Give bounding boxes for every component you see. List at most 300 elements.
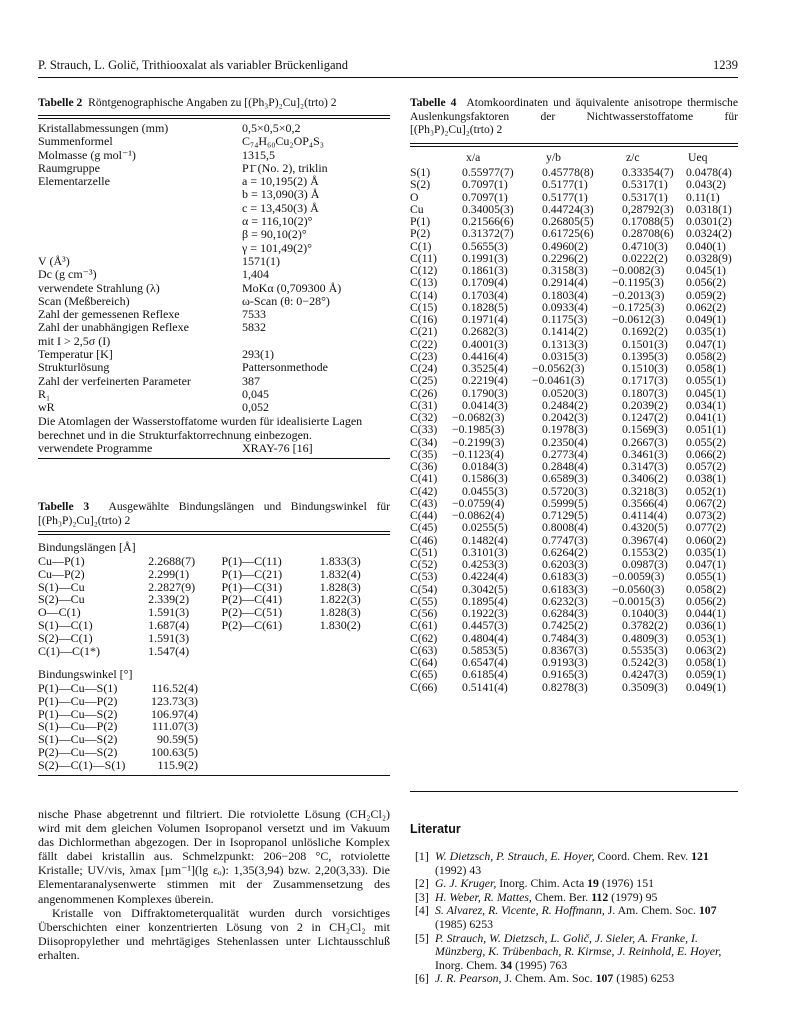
y-coordinate: 0.7747(3)	[542, 533, 588, 547]
bond-name: P(2)—C(61)	[221, 617, 283, 632]
reference-authors: J. R. Pearson,	[435, 971, 502, 986]
bond-name: P(2)—C(51)	[221, 605, 283, 620]
bond-lengths-table	[38, 555, 378, 657]
table2-row	[38, 295, 390, 308]
reference-number: [6]	[415, 971, 429, 986]
z-coordinate: 0.4247(3)	[622, 668, 668, 682]
page-number: 1239	[713, 58, 738, 72]
reference-authors: S. Alvarez, R. Vicente, R. Hoffmann,	[435, 903, 605, 918]
ueq-value: 0.055(1)	[686, 374, 726, 388]
table4-top-rule-2	[410, 146, 738, 147]
angle-name: S(1)—Cu—S(2)	[38, 732, 118, 747]
table4-column-header: z/c	[626, 151, 640, 164]
atom-label: C(61)	[410, 619, 438, 633]
table2-param	[38, 228, 242, 241]
y-coordinate: 0.1313(3)	[542, 337, 588, 351]
atom-label: C(12)	[410, 264, 438, 277]
table4-caption-label: Tabelle 4	[410, 96, 457, 109]
z-coordinate: 0.5242(3)	[622, 656, 668, 669]
table2-row	[38, 149, 390, 162]
ueq-value: 0.056(2)	[686, 276, 726, 290]
atom-label: C(42)	[410, 484, 438, 498]
table4-column-header: y/b	[546, 151, 561, 164]
atom-label: C(65)	[410, 668, 438, 682]
x-coordinate: 0.0455(3)	[462, 484, 508, 498]
table2-value: 5832	[242, 320, 266, 335]
atom-row	[410, 584, 738, 596]
atom-label: C(32)	[410, 411, 438, 424]
reference-volume: 121	[691, 849, 709, 863]
atom-row	[410, 241, 738, 253]
body-text	[38, 807, 390, 962]
y-coordinate: 0.2296(2)	[542, 251, 588, 265]
atom-label: C(33)	[410, 423, 438, 437]
z-coordinate: −0.0560(3)	[612, 582, 665, 596]
ueq-value: 0.044(1)	[686, 607, 726, 620]
atom-label: C(63)	[410, 643, 438, 657]
z-coordinate: 0.3967(4)	[622, 533, 668, 547]
table2-row	[38, 162, 390, 175]
y-coordinate: 0.6183(3)	[542, 582, 588, 596]
table2-row	[38, 255, 390, 268]
x-coordinate: −0.0759(4)	[452, 496, 505, 510]
table2-row	[38, 335, 390, 348]
atom-label: C(36)	[410, 460, 438, 473]
reference-journal: J. Am. Chem. Soc.	[604, 903, 699, 918]
y-coordinate: 0.2350(4)	[542, 435, 588, 449]
ueq-value: 0.043(2)	[686, 178, 726, 192]
atom-label: S(1)	[410, 166, 431, 179]
ueq-value: 0.0318(1)	[686, 202, 732, 216]
table2-caption-text: Röntgenographische Angaben zu [(Ph₃P)₂Cu]₂(trto) 2	[88, 96, 337, 109]
x-coordinate: 0.0414(3)	[462, 398, 508, 412]
z-coordinate: 0.1395(3)	[622, 349, 668, 363]
x-coordinate: 0.3101(3)	[462, 545, 508, 559]
atom-row	[410, 290, 738, 302]
atom-label: P(1)	[410, 215, 431, 228]
reference-item	[415, 904, 738, 931]
bond-name: Cu—P(1)	[38, 554, 85, 568]
z-coordinate: 0.4320(5)	[622, 521, 668, 535]
table2-value: 0,052	[242, 400, 269, 415]
y-coordinate: 0.2848(4)	[542, 460, 588, 473]
table2-programs-row	[38, 442, 390, 456]
bond-length: 1.591(3)	[148, 630, 190, 645]
reference-list	[415, 850, 738, 986]
angle-value: 123.73(3)	[151, 693, 198, 708]
x-coordinate: −0.0682(3)	[452, 411, 505, 424]
table2-row	[38, 188, 390, 201]
y-coordinate: 0.6284(3)	[542, 607, 588, 620]
lengths-heading: Bindungslängen [Å]	[38, 540, 136, 554]
atom-label: C(23)	[410, 349, 438, 363]
reference-journal: Chem. Ber.	[531, 889, 592, 904]
atom-label: C(56)	[410, 607, 438, 620]
y-coordinate: 0.5720(3)	[542, 484, 588, 498]
ueq-value: 0.0301(2)	[686, 215, 732, 228]
z-coordinate: 0.3782(2)	[622, 619, 668, 633]
y-coordinate: 0.2773(4)	[542, 447, 588, 461]
angle-value: 111.07(3)	[151, 719, 198, 734]
z-coordinate: 0.4710(3)	[622, 239, 668, 253]
table2-row	[38, 321, 390, 334]
bond-angle-row	[38, 759, 198, 772]
table2-param: Elementarzelle	[38, 174, 110, 189]
ueq-value: 0.036(1)	[686, 619, 726, 633]
z-coordinate: 0.5535(3)	[622, 643, 668, 657]
atom-label: C(31)	[410, 398, 438, 412]
x-coordinate: 0.34005(3)	[462, 202, 514, 216]
y-coordinate: 0.45778(8)	[542, 166, 594, 179]
table2-row	[38, 202, 390, 215]
programs-label: verwendete Programme	[38, 441, 153, 455]
bond-length: 1.830(2)	[319, 617, 361, 632]
programs-value: XRAY-76 [16]	[242, 441, 313, 455]
bond-length-row	[38, 645, 378, 658]
atom-label: C(25)	[410, 374, 438, 388]
bond-name: P(1)—C(21)	[221, 566, 283, 581]
ueq-value: 0.059(2)	[686, 288, 726, 302]
table4-bottom-rule	[410, 791, 738, 792]
table2-param: V (Å³)	[38, 253, 70, 268]
y-coordinate: 0.8008(4)	[542, 521, 588, 535]
bond-length: 2.339(2)	[148, 592, 190, 607]
table2-value: 0,045	[242, 386, 269, 401]
ueq-value: 0.067(2)	[686, 496, 726, 510]
bond-name: P(1)—C(31)	[221, 579, 283, 594]
y-coordinate: 0.8278(3)	[542, 680, 588, 694]
table2-param: Scan (Meßbereich)	[38, 293, 130, 308]
table3-top-rule	[38, 531, 390, 532]
bond-length-row	[38, 555, 378, 568]
table2-param: Molmasse (g mol⁻¹)	[38, 147, 136, 162]
z-coordinate: −0.2013(3)	[612, 288, 665, 302]
x-coordinate: 0.55977(7)	[462, 166, 514, 179]
bond-length: 2.2827(9)	[148, 579, 196, 594]
table2-param: Zahl der gemessenen Reflexe	[38, 307, 180, 322]
bond-length	[320, 645, 378, 658]
x-coordinate: 0.4224(4)	[462, 570, 508, 584]
z-coordinate: −0.0015(3)	[612, 594, 665, 608]
atom-row	[410, 473, 738, 485]
table2-note: Die Atomlagen der Wasserstoffatome wurden für idealisierte Lagen berechnet und in die Strukturfaktorrechnung einbezogen.	[38, 414, 363, 442]
bond-angle-row	[38, 695, 198, 708]
table2-row	[38, 348, 390, 361]
atom-label: C(52)	[410, 558, 438, 571]
y-coordinate: 0.9193(3)	[542, 656, 588, 669]
x-coordinate: 0.0184(3)	[462, 460, 508, 473]
table2-row	[38, 135, 390, 148]
table4	[410, 149, 738, 694]
x-coordinate: 0.1971(4)	[462, 313, 508, 326]
reference-item	[415, 932, 738, 973]
z-coordinate: 0.3218(3)	[622, 484, 668, 498]
bond-angle-row	[38, 682, 198, 695]
x-coordinate: −0.2199(3)	[452, 435, 505, 449]
table2-row	[38, 228, 390, 241]
reference-authors: P. Strauch, W. Dietzsch, L. Golič, J. Sieler, A. Franke, I. Münzberg, K. Trübenbach, R. Kirmse, J. Reinhold, E. Hoyer,	[435, 930, 722, 959]
table2-value: 293(1)	[242, 347, 274, 362]
y-coordinate: 0.2914(4)	[542, 276, 588, 290]
angle-value: 116.52(4)	[151, 681, 198, 695]
angles-heading: Bindungswinkel [°]	[38, 667, 133, 681]
y-coordinate: 0.1803(4)	[542, 288, 588, 302]
ueq-value: 0.035(1)	[686, 325, 726, 339]
y-coordinate: 0.7129(5)	[542, 509, 588, 522]
table2-value: c = 13,450(3) Å	[242, 200, 319, 215]
z-coordinate: 0.1501(3)	[622, 337, 668, 351]
bond-angle-row	[38, 746, 198, 759]
ueq-value: 0.066(2)	[686, 447, 726, 461]
atom-row	[410, 633, 738, 645]
angle-name: P(1)—Cu—S(1)	[38, 681, 118, 695]
y-coordinate: 0.1978(3)	[542, 423, 588, 437]
atom-label: C(53)	[410, 570, 438, 584]
y-coordinate: 0.0520(3)	[542, 386, 588, 400]
atom-label: C(34)	[410, 435, 438, 449]
atom-label: C(24)	[410, 362, 438, 375]
z-coordinate: −0.0612(3)	[612, 313, 665, 326]
bond-length: 1.828(3)	[319, 579, 361, 594]
atom-label: Cu	[410, 202, 424, 216]
z-coordinate: 0.0222(2)	[622, 251, 668, 265]
ueq-value: 0.077(2)	[686, 521, 726, 535]
table2-value: a = 10,195(2) Å	[242, 174, 319, 189]
atom-label: C(11)	[410, 251, 437, 265]
reference-year-page: (1985) 6253	[613, 971, 675, 986]
ueq-value: 0.063(2)	[686, 643, 726, 657]
table2-value: γ = 101,49(2)°	[242, 240, 312, 255]
z-coordinate: 0.1807(3)	[622, 386, 668, 400]
z-coordinate: 0.2667(3)	[622, 435, 668, 449]
table2-row	[38, 401, 390, 414]
x-coordinate: 0.1922(3)	[462, 607, 508, 620]
ueq-value: 0.059(1)	[686, 668, 726, 682]
atom-label: C(14)	[410, 288, 438, 302]
x-coordinate: 0.1790(3)	[462, 386, 508, 400]
angle-name: S(1)—Cu—P(2)	[38, 719, 118, 734]
table3-top-rule-2	[38, 534, 390, 535]
bond-name: P(2)—C(41)	[221, 592, 283, 607]
y-coordinate: 0.6203(3)	[542, 558, 588, 571]
table3-caption-label: Tabelle 3	[38, 500, 90, 513]
atom-label: C(15)	[410, 300, 438, 314]
atom-label: C(46)	[410, 533, 438, 547]
reference-number: [5]	[415, 930, 429, 945]
table2-param	[38, 242, 242, 255]
reference-number: [1]	[415, 849, 429, 863]
reference-authors: G. J. Kruger,	[435, 876, 497, 891]
atom-label: C(13)	[410, 276, 438, 290]
table2-param: Kristallabmessungen (mm)	[38, 121, 169, 135]
table2-param: R₁	[38, 386, 51, 401]
z-coordinate: 0.1569(3)	[622, 423, 668, 437]
ueq-value: 0.045(1)	[686, 386, 726, 400]
body-paragraph-2: Kristalle von Diffraktometerqualität wurden durch vorsichtiges Überschichten einer konzentrierten Lösung von 2 in CH₂Cl₂ mit Diisopropylether und mehrtägiges Stehenlassen unter Lichtausschluß erhalten.	[38, 905, 390, 962]
y-coordinate: 0.1414(2)	[542, 325, 588, 339]
ueq-value: 0.045(1)	[686, 264, 726, 277]
x-coordinate: 0.0255(5)	[462, 521, 508, 535]
table2-param	[38, 188, 242, 201]
atom-label: P(2)	[410, 227, 431, 241]
atom-label: C(51)	[410, 545, 438, 559]
table3-caption-text: Ausgewählte Bindungslängen und Bindungswinkel für [(Ph₃P)₂Cu]₂(trto) 2	[38, 500, 390, 527]
x-coordinate: 0.2682(3)	[462, 325, 508, 339]
atom-label: C(35)	[410, 447, 438, 461]
angle-value: 90.59(5)	[157, 732, 198, 747]
ueq-value: 0.049(1)	[686, 680, 726, 694]
bond-length: 1.687(4)	[148, 617, 190, 632]
table2-value: 1571(1)	[242, 253, 280, 268]
table2-param: Raumgruppe	[38, 160, 100, 175]
z-coordinate: −0.0059(3)	[612, 570, 665, 584]
bond-length: 1.833(3)	[319, 554, 361, 568]
ueq-value: 0.057(2)	[686, 460, 726, 473]
atom-row	[410, 388, 738, 400]
x-coordinate: 0.1586(3)	[462, 472, 508, 486]
bond-length	[320, 632, 378, 645]
ueq-value: 0.058(2)	[686, 349, 726, 363]
table2-row	[38, 282, 390, 295]
table3-bottom-rule	[38, 775, 390, 776]
x-coordinate: 0.1991(3)	[462, 251, 508, 265]
table2	[38, 122, 390, 415]
bond-name: Cu—P(2)	[38, 566, 85, 581]
y-coordinate: 0.1175(3)	[542, 313, 588, 326]
table4-caption	[410, 96, 738, 137]
table4-caption-text: Atomkoordinaten und äquivalente anisotrope thermische Auslenkungsfaktoren der Nichtwasserstoffatome für [(Ph₃P)₂Cu]₂(trto) 2	[410, 96, 738, 136]
bond-angles-table	[38, 682, 198, 772]
atom-row	[410, 669, 738, 681]
ueq-value: 0.0328(9)	[686, 251, 732, 265]
atom-label: O	[410, 190, 419, 204]
bond-name: P(1)—C(11)	[221, 554, 282, 568]
table2-row	[38, 388, 390, 401]
z-coordinate: −0.0082(3)	[612, 264, 665, 277]
z-coordinate: 0.17088(5)	[622, 215, 674, 228]
ueq-value: 0.051(1)	[686, 423, 726, 437]
atom-row	[410, 682, 738, 694]
bond-length-row	[38, 632, 378, 645]
y-coordinate: −0.0562(3)	[532, 362, 585, 375]
reference-journal: J. Chem. Am. Soc.	[501, 971, 596, 986]
z-coordinate: 0.1040(3)	[622, 607, 668, 620]
running-head	[38, 58, 738, 74]
table4-header-row	[410, 149, 738, 167]
running-head-title: P. Strauch, L. Golič, Trithiooxalat als variabler Brückenligand	[38, 58, 349, 72]
table4-column-header	[410, 149, 452, 167]
ueq-value: 0.052(1)	[686, 484, 726, 498]
angle-name: P(1)—Cu—S(2)	[38, 706, 118, 721]
ueq-value: 0.034(1)	[686, 398, 726, 412]
ueq-value: 0.058(1)	[686, 656, 726, 669]
table4-column-header: x/a	[466, 151, 481, 164]
reference-volume: 107	[595, 971, 614, 986]
ueq-value: 0.055(1)	[686, 570, 726, 584]
atom-row	[410, 620, 738, 632]
bond-length: 1.547(4)	[148, 643, 190, 658]
table2-bottom-rule	[38, 458, 390, 459]
ueq-value: 0.0324(2)	[686, 227, 732, 241]
y-coordinate: 0.6589(3)	[542, 472, 588, 486]
y-coordinate: 0.0315(3)	[542, 349, 588, 363]
table2-param: Zahl der unabhängigen Reflexe	[38, 320, 189, 335]
ueq-value: 0.062(2)	[686, 300, 726, 314]
x-coordinate: 0.4001(3)	[462, 337, 508, 351]
x-coordinate: 0.4457(3)	[462, 619, 508, 633]
table2-value: 7533	[242, 307, 266, 322]
x-coordinate: 0.1482(4)	[462, 533, 508, 547]
y-coordinate: 0.7425(2)	[542, 619, 588, 633]
atom-label: C(41)	[410, 472, 438, 486]
x-coordinate: 0.1709(4)	[462, 276, 508, 290]
bond-length: 1.828(3)	[319, 605, 361, 620]
atom-label: C(66)	[410, 680, 438, 694]
table2-row	[38, 268, 390, 281]
reference-number: [2]	[415, 876, 429, 891]
z-coordinate: 0.33354(7)	[622, 166, 674, 179]
header-rule	[38, 77, 738, 78]
z-coordinate: 0.4114(4)	[622, 509, 668, 522]
table2-value: 1,404	[242, 267, 269, 282]
y-coordinate: 0.6232(3)	[542, 594, 588, 608]
bond-name: S(2)—C(1)	[38, 630, 93, 645]
reference-authors: H. Weber, R. Mattes,	[435, 889, 532, 904]
x-coordinate: 0.1703(4)	[462, 288, 508, 302]
x-coordinate: 0.7097(1)	[462, 190, 508, 204]
bond-length: 2.2688(7)	[148, 554, 196, 568]
atom-label: C(43)	[410, 496, 438, 510]
atom-row	[410, 424, 738, 436]
table2-top-rule-2	[38, 118, 390, 119]
z-coordinate: −0.1725(3)	[612, 300, 665, 314]
table4-column-header: Ueq	[688, 151, 708, 164]
reference-number: [4]	[415, 903, 429, 918]
atom-label: C(26)	[410, 386, 438, 400]
x-coordinate: 0.4416(4)	[462, 349, 508, 363]
bond-name: S(1)—C(1)	[38, 617, 93, 632]
z-coordinate: 0.3147(3)	[622, 460, 668, 473]
table2-value: MoKα (0,709300 Å)	[242, 280, 342, 295]
z-coordinate: 0.28708(6)	[622, 227, 674, 241]
angle-value: 115.9(2)	[157, 757, 198, 772]
y-coordinate: 0.5177(1)	[542, 178, 588, 192]
x-coordinate: 0.6185(4)	[462, 668, 508, 682]
reference-item	[415, 891, 738, 905]
reference-year-page: (1992) 43	[435, 862, 482, 877]
atom-row	[410, 535, 738, 547]
table2-value: 0,5×0,5×0,2	[242, 121, 301, 135]
ueq-value: 0.0478(4)	[686, 166, 732, 179]
y-coordinate: 0.6183(3)	[542, 570, 588, 584]
reference-volume: 19	[587, 876, 599, 891]
ueq-value: 0.053(1)	[686, 631, 726, 645]
angle-value: 100.63(5)	[151, 744, 198, 759]
reference-year-page: (1979) 95	[608, 889, 658, 904]
atom-label: C(1)	[410, 239, 432, 253]
table2-value: Pattersonmethode	[242, 360, 328, 375]
bond-name: O—C(1)	[38, 605, 81, 620]
bond-name: S(1)—Cu	[38, 579, 85, 594]
x-coordinate: 0.5655(3)	[462, 239, 508, 253]
x-coordinate: 0.4253(3)	[462, 558, 508, 571]
x-coordinate: 0.4804(4)	[462, 631, 508, 645]
ueq-value: 0.038(1)	[686, 472, 726, 486]
y-coordinate: 0.6264(2)	[542, 545, 588, 559]
angle-name: P(2)—Cu—S(2)	[38, 744, 118, 759]
atom-label: C(62)	[410, 631, 438, 645]
reference-number: [3]	[415, 889, 429, 904]
